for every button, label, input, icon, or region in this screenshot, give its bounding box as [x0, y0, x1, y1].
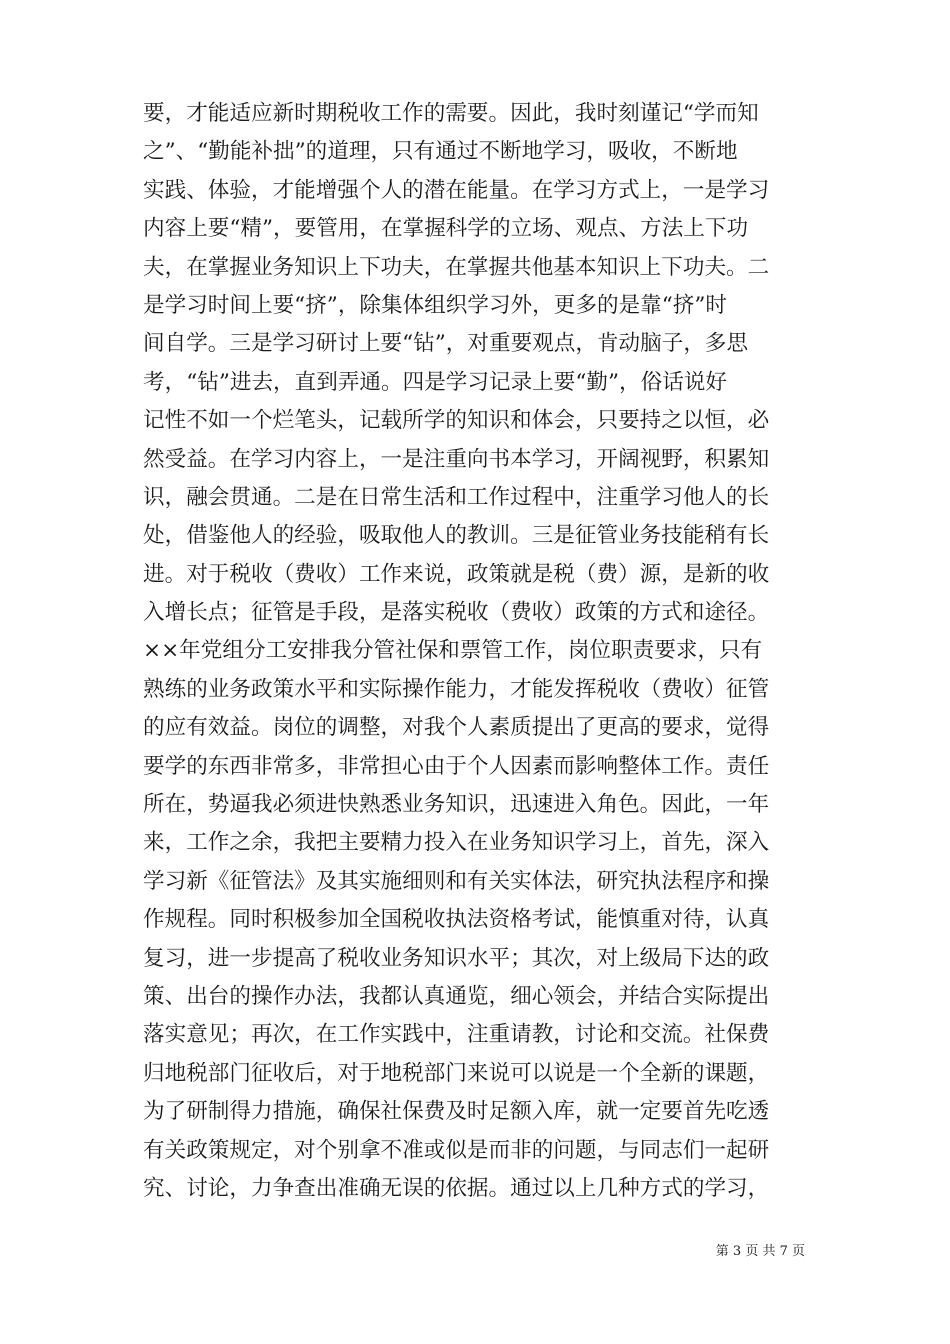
text-line: 是学习时间上要“挤”，除集体组织学习外，更多的是靠“挤”时 — [143, 292, 728, 318]
text-line: 间自学。三是学习研讨上要“钻”，对重要观点，肯动脑子，多思 — [143, 331, 749, 357]
text-line: 实践、体验，才能增强个人的潜在能量。在学习方式上，一是学习 — [143, 177, 770, 203]
text-line: 入增长点；征管是手段，是落实税收（费收）政策的方式和途径。 — [143, 600, 770, 626]
text-line: 考，“钻”进去，直到弄通。四是学习记录上要“勤”，俗话说好 — [143, 369, 728, 395]
text-line: 学习新《征管法》及其实施细则和有关实体法，研究执法程序和操 — [143, 868, 770, 894]
document-body — [143, 95, 813, 1208]
text-line: 来，工作之余，我把主要精力投入在业务知识学习上，首先，深入 — [143, 830, 770, 856]
text-line: 作规程。同时积极参加全国税收执法资格考试，能慎重对待，认真 — [143, 907, 770, 933]
text-line: 有关政策规定，对个别拿不准或似是而非的问题，与同志们一起研 — [143, 1137, 770, 1163]
text-line: 进。对于税收（费收）工作来说，政策就是税（费）源，是新的收 — [143, 561, 770, 587]
text-line: 要，才能适应新时期税收工作的需要。因此，我时刻谨记“学而知 — [143, 101, 759, 126]
text-line: 究、讨论，力争查出准确无误的依据。通过以上几种方式的学习， — [143, 1175, 770, 1201]
text-line: 内容上要“精”，要管用，在掌握科学的立场、观点、方法上下功 — [143, 216, 749, 242]
text-line: 要学的东西非常多，非常担心由于个人因素而影响整体工作。责任 — [143, 753, 770, 779]
text-line: 记性不如一个烂笔头，记载所学的知识和体会，只要持之以恒，必 — [143, 408, 770, 434]
text-line: 然受益。在学习内容上，一是注重向书本学习，开阔视野，积累知 — [143, 446, 770, 472]
text-line: 为了研制得力措施，确保社保费及时足额入库，就一定要首先吃透 — [143, 1099, 770, 1125]
text-line: 所在，势逼我必须进快熟悉业务知识，迅速进入角色。因此，一年 — [143, 792, 770, 818]
text-line: 的应有效益。岗位的调整，对我个人素质提出了更高的要求，觉得 — [143, 715, 770, 741]
text-line: 归地税部门征收后，对于地税部门来说可以说是一个全新的课题， — [143, 1060, 770, 1086]
text-line: 策、出台的操作办法，我都认真通览，细心领会，并结合实际提出 — [143, 983, 770, 1009]
text-line: 夫，在掌握业务知识上下功夫，在掌握共他基本知识上下功夫。二 — [143, 254, 770, 280]
text-line: 之”、“勤能补拙”的道理，只有通过不断地学习，吸收，不断地 — [143, 139, 738, 165]
text-line: 处，借鉴他人的经验，吸取他人的教训。三是征管业务技能稍有长 — [143, 523, 770, 549]
text-line: 落实意见；再次，在工作实践中，注重请教，讨论和交流。社保费 — [143, 1022, 770, 1048]
text-line: 识，融会贯通。二是在日常生活和工作过程中，注重学习他人的长 — [143, 484, 770, 510]
text-line: 熟练的业务政策水平和实际操作能力，才能发挥税收（费收）征管 — [143, 676, 770, 702]
page-number: 第 3 页 共 7 页 — [715, 1244, 805, 1259]
text-line: ××年党组分工安排我分管社保和票管工作，岗位职责要求，只有 — [143, 638, 763, 664]
text-line: 复习，进一步提高了税收业务知识水平；其次，对上级局下达的政 — [143, 945, 770, 971]
